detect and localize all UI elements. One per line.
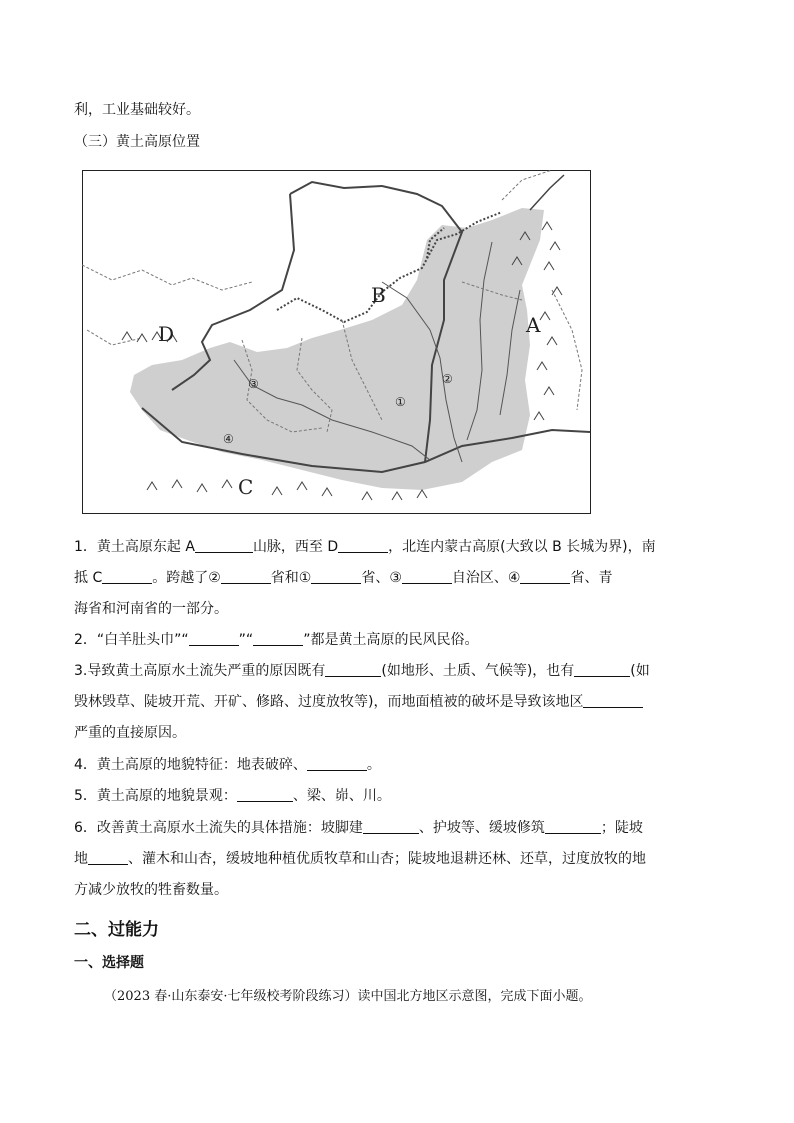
heading-choice: 一、选择题 [74,955,144,971]
question-4: 4．黄土高原的地貌特征：地表破碎、 。 [74,757,381,773]
label-a: A [526,313,541,337]
question-6-line-1: 6．改善黄土高原水土流失的具体措施：坡脚建 、护坡等、缓坡修筑 ；陡坡 [74,820,643,836]
choice-intro: （2023 春·山东泰安·七年级校考阶段练习）读中国北方地区示意图，完成下面小题。 [104,989,592,1004]
label-1: ① [395,395,406,409]
answer-blank[interactable] [325,662,381,677]
question-6-line-2: 地 、灌木和山杏，缓坡地种植优质牧草和山杏；陡坡地退耕还林、还草，过度放牧的地 [74,851,646,867]
answer-blank[interactable] [311,569,361,584]
label-d: D [158,322,175,346]
loess-plateau-map [82,170,591,514]
answer-blank[interactable] [520,569,570,584]
answer-blank[interactable] [189,631,239,646]
answer-blank[interactable] [102,569,152,584]
label-b: B [371,283,386,307]
answer-blank[interactable] [402,569,452,584]
answer-blank[interactable] [338,538,388,553]
question-3-line-1: 3.导致黄土高原水土流失严重的原因既有 (如地形、土质、气候等)，也有 (如 [74,663,650,679]
question-6-line-3: 方减少放牧的牲畜数量。 [74,882,228,898]
intro-line-end: 利，工业基础较好。 [74,102,200,118]
question-1-line-2: 抵 C 。跨越了② 省和① 省、③ 自治区、④ 省、青 [74,570,613,586]
answer-blank[interactable] [253,631,303,646]
question-2: 2．“白羊肚头巾”“ ”“ ”都是黄土高原的民风民俗。 [74,632,479,648]
answer-blank[interactable] [545,819,601,834]
question-1-line-3: 海省和河南省的一部分。 [74,601,228,617]
question-1-line-1: 1．黄土高原东起 A 山脉，西至 D ，北连内蒙古高原(大致以 B 长城为界)，南 [74,539,656,555]
heading-ability: 二、过能力 [74,920,159,940]
answer-blank[interactable] [88,850,128,865]
question-3-line-2: 毁林毁草、陡坡开荒、开矿、修路、过度放牧等)，而地面植被的破坏是导致该地区 [74,692,643,712]
answer-blank[interactable] [195,538,253,553]
answer-blank[interactable] [363,819,419,834]
question-5: 5．黄土高原的地貌景观： 、梁、峁、川。 [74,788,391,804]
answer-blank[interactable] [583,693,643,708]
label-2: ② [442,372,453,386]
answer-blank[interactable] [574,662,630,677]
answer-blank[interactable] [307,756,367,771]
section-title: （三）黄土高原位置 [74,134,200,150]
label-c: C [238,475,254,499]
label-4: ④ [223,432,234,446]
answer-blank[interactable] [237,787,293,802]
question-3-line-3: 严重的直接原因。 [74,725,186,741]
answer-blank[interactable] [221,569,271,584]
label-3: ③ [248,377,259,391]
